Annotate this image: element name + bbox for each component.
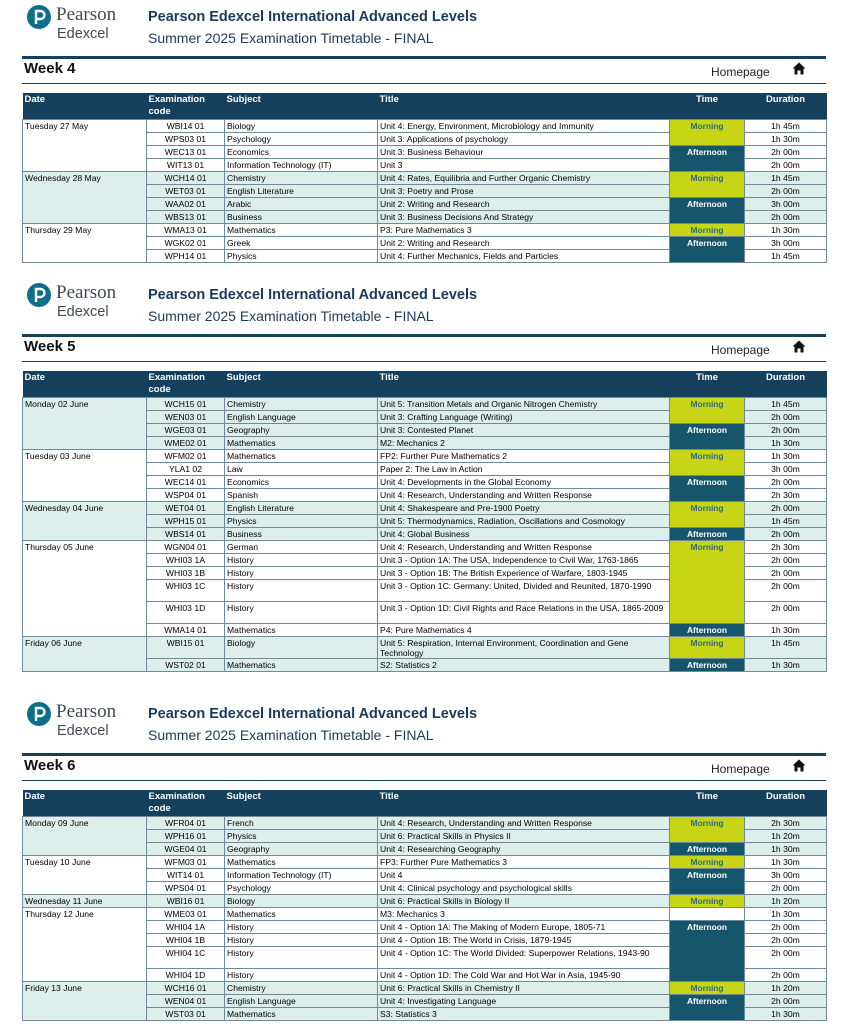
duration-cell: 1h 45m — [745, 249, 827, 262]
title-cell: Unit 4 - Option 1A: The Making of Modern Europe, 1805-71 — [378, 920, 670, 933]
subject-cell: Biology — [225, 894, 378, 907]
page-header — [0, 278, 849, 334]
column-header-subject: Subject — [225, 790, 378, 816]
subject-cell: History — [225, 579, 378, 601]
subject-cell: Mathematics — [225, 855, 378, 868]
title-cell: S3: Statistics 3 — [378, 1007, 670, 1020]
column-header-duration: Duration — [745, 371, 827, 397]
duration-cell: 2h 00m — [745, 994, 827, 1007]
timetable-table — [22, 93, 827, 263]
title-cell: Unit 4: Further Mechanics, Fields and Particles — [378, 249, 670, 262]
subject-cell: Law — [225, 462, 378, 475]
duration-cell: 2h 00m — [745, 579, 827, 601]
subject-cell: History — [225, 920, 378, 933]
logo-name: Pearson — [56, 701, 117, 722]
time-cell: Afternoon — [670, 994, 745, 1020]
subject-cell: Chemistry — [225, 981, 378, 994]
week-label: Week 5 — [24, 338, 76, 355]
date-cell: Thursday 05 June — [23, 540, 147, 636]
subject-cell: Mathematics — [225, 223, 378, 236]
subject-cell: English Language — [225, 410, 378, 423]
subject-cell: Mathematics — [225, 436, 378, 449]
logo-name: Pearson — [56, 282, 117, 303]
title-cell: FP3: Further Pure Mathematics 3 — [378, 855, 670, 868]
title-cell: Unit 5: Transition Metals and Organic Nitrogen Chemistry — [378, 397, 670, 410]
exam-code-cell: WEC13 01 — [147, 145, 225, 158]
exam-code-cell: WBI15 01 — [147, 636, 225, 658]
title-cell: Unit 6: Practical Skills in Chemistry II — [378, 981, 670, 994]
duration-cell: 1h 30m — [745, 1007, 827, 1020]
time-cell: Afternoon — [670, 658, 745, 671]
duration-cell: 1h 20m — [745, 829, 827, 842]
exam-code-cell: WHI04 1B — [147, 933, 225, 946]
title-cell: Unit 6: Practical Skills in Biology II — [378, 894, 670, 907]
duration-cell: 2h 00m — [745, 553, 827, 566]
duration-cell: 2h 00m — [745, 158, 827, 171]
subject-cell: Psychology — [225, 881, 378, 894]
column-header-subject: Subject — [225, 371, 378, 397]
pearson-logo-icon — [27, 283, 51, 307]
duration-cell: 1h 20m — [745, 981, 827, 994]
header-row — [23, 790, 827, 816]
subject-cell: Economics — [225, 475, 378, 488]
week-section — [0, 278, 849, 672]
exam-code-cell: WME03 01 — [147, 907, 225, 920]
exam-code-cell: WEC14 01 — [147, 475, 225, 488]
table-row — [23, 816, 827, 829]
title-cell: M3: Mechanics 3 — [378, 907, 670, 920]
time-cell: Afternoon — [670, 868, 745, 894]
time-cell: Morning — [670, 540, 745, 623]
exam-code-cell: WGK02 01 — [147, 236, 225, 249]
week-section — [0, 697, 849, 1021]
duration-cell: 3h 00m — [745, 462, 827, 475]
time-cell: Afternoon — [670, 423, 745, 449]
title-cell: Unit 3: Crafting Language (Writing) — [378, 410, 670, 423]
title-cell: Unit 4: Research, Understanding and Written Response — [378, 816, 670, 829]
duration-cell: 3h 00m — [745, 868, 827, 881]
title-cell: Unit 3: Poetry and Prose — [378, 184, 670, 197]
duration-cell: 1h 30m — [745, 223, 827, 236]
subject-cell: Physics — [225, 829, 378, 842]
table-row — [23, 907, 827, 920]
time-cell: Morning — [670, 119, 745, 145]
exam-code-cell: WST02 01 — [147, 658, 225, 671]
title-cell: Unit 2: Writing and Research — [378, 236, 670, 249]
exam-code-cell: WET03 01 — [147, 184, 225, 197]
exam-code-cell: WCH14 01 — [147, 171, 225, 184]
time-cell: Afternoon — [670, 475, 745, 501]
subject-cell: Spanish — [225, 488, 378, 501]
logo-subname: Edexcel — [57, 26, 109, 42]
page-header — [0, 697, 849, 753]
date-cell: Thursday 12 June — [23, 907, 147, 981]
title-cell: S2: Statistics 2 — [378, 658, 670, 671]
duration-cell: 2h 00m — [745, 184, 827, 197]
duration-cell: 2h 00m — [745, 881, 827, 894]
title-cell: Unit 4: Research, Understanding and Written Response — [378, 540, 670, 553]
subject-cell: Chemistry — [225, 171, 378, 184]
exam-code-cell: WIT14 01 — [147, 868, 225, 881]
table-row — [23, 449, 827, 462]
time-cell: Afternoon — [670, 623, 745, 636]
subject-cell: Chemistry — [225, 397, 378, 410]
table-row — [23, 855, 827, 868]
exam-code-cell: WEN04 01 — [147, 994, 225, 1007]
exam-code-cell: WHI03 1D — [147, 601, 225, 623]
table-row — [23, 501, 827, 514]
exam-code-cell: WFM03 01 — [147, 855, 225, 868]
column-header-time: Time — [670, 371, 745, 397]
title-cell: Unit 3: Applications of psychology — [378, 132, 670, 145]
exam-code-cell: WHI03 1B — [147, 566, 225, 579]
time-cell: Afternoon — [670, 236, 745, 262]
title-cell: Unit 3: Business Decisions And Strategy — [378, 210, 670, 223]
subject-cell: English Literature — [225, 184, 378, 197]
title-cell: M2: Mechanics 2 — [378, 436, 670, 449]
exam-code-cell: WME02 01 — [147, 436, 225, 449]
week-section — [0, 0, 849, 263]
column-header-date: Date — [23, 93, 147, 119]
exam-code-cell: WBI16 01 — [147, 894, 225, 907]
exam-code-cell: WGE04 01 — [147, 842, 225, 855]
date-cell: Wednesday 11 June — [23, 894, 147, 907]
subject-cell: History — [225, 968, 378, 981]
title-cell: Unit 4: Clinical psychology and psychological skills — [378, 881, 670, 894]
table-row — [23, 894, 827, 907]
exam-code-cell: WPH16 01 — [147, 829, 225, 842]
duration-cell: 2h 00m — [745, 946, 827, 968]
table-row — [23, 171, 827, 184]
date-cell: Tuesday 10 June — [23, 855, 147, 894]
subject-cell: Geography — [225, 423, 378, 436]
title-cell: Unit 4: Shakespeare and Pre-1900 Poetry — [378, 501, 670, 514]
exam-code-cell: WIT13 01 — [147, 158, 225, 171]
title-cell: P3: Pure Mathematics 3 — [378, 223, 670, 236]
exam-code-cell: WFM02 01 — [147, 449, 225, 462]
subject-cell: History — [225, 933, 378, 946]
exam-code-cell: WGN04 01 — [147, 540, 225, 553]
time-cell: Morning — [670, 171, 745, 197]
title-cell: Unit 4: Developments in the Global Economy — [378, 475, 670, 488]
date-cell: Friday 13 June — [23, 981, 147, 1020]
exam-code-cell: WBS13 01 — [147, 210, 225, 223]
title-cell: Unit 3: Contested Planet — [378, 423, 670, 436]
exam-code-cell: WCH16 01 — [147, 981, 225, 994]
page-subtitle: Summer 2025 Examination Timetable - FINAL — [148, 308, 434, 324]
week-bar — [22, 334, 826, 362]
exam-code-cell: WHI04 1D — [147, 968, 225, 981]
exam-code-cell: WAA02 01 — [147, 197, 225, 210]
exam-code-cell: WSP04 01 — [147, 488, 225, 501]
page-subtitle: Summer 2025 Examination Timetable - FINAL — [148, 727, 434, 743]
subject-cell: Physics — [225, 249, 378, 262]
duration-cell: 1h 30m — [745, 658, 827, 671]
duration-cell: 1h 30m — [745, 449, 827, 462]
duration-cell: 1h 20m — [745, 894, 827, 907]
title-cell: Unit 6: Practical Skills in Physics II — [378, 829, 670, 842]
page-title: Pearson Edexcel International Advanced Levels — [148, 9, 478, 25]
timetable-table — [22, 790, 827, 1021]
table-row — [23, 540, 827, 553]
duration-cell: 2h 30m — [745, 488, 827, 501]
column-header-duration: Duration — [745, 790, 827, 816]
table-row — [23, 223, 827, 236]
title-cell: Unit 4: Researching Geography — [378, 842, 670, 855]
column-header-date: Date — [23, 790, 147, 816]
duration-cell: 2h 00m — [745, 475, 827, 488]
duration-cell: 1h 45m — [745, 636, 827, 658]
duration-cell: 2h 00m — [745, 527, 827, 540]
title-cell: Unit 4: Investigating Language — [378, 994, 670, 1007]
column-header-code: Examination code — [147, 371, 225, 397]
time-cell: Morning — [670, 449, 745, 475]
title-cell: Unit 5: Thermodynamics, Radiation, Oscillations and Cosmology — [378, 514, 670, 527]
date-cell: Thursday 29 May — [23, 223, 147, 262]
duration-cell: 1h 45m — [745, 171, 827, 184]
header-row — [23, 371, 827, 397]
homepage-link[interactable]: Homepage — [711, 65, 770, 79]
duration-cell: 3h 00m — [745, 236, 827, 249]
homepage-link[interactable]: Homepage — [711, 343, 770, 357]
column-header-subject: Subject — [225, 93, 378, 119]
duration-cell: 2h 30m — [745, 816, 827, 829]
title-cell: Unit 4: Research, Understanding and Written Response — [378, 488, 670, 501]
title-cell: Unit 3 - Option 1B: The British Experience of Warfare, 1803-1945 — [378, 566, 670, 579]
title-cell: Unit 4: Global Business — [378, 527, 670, 540]
date-cell: Monday 02 June — [23, 397, 147, 449]
time-cell: Morning — [670, 636, 745, 658]
exam-code-cell: WHI04 1A — [147, 920, 225, 933]
subject-cell: Biology — [225, 636, 378, 658]
time-cell: Morning — [670, 223, 745, 236]
duration-cell: 1h 45m — [745, 119, 827, 132]
exam-code-cell: WBS14 01 — [147, 527, 225, 540]
time-cell: Morning — [670, 855, 745, 868]
title-cell: Unit 5: Respiration, Internal Environment, Coordination and Gene Technology — [378, 636, 670, 658]
subject-cell: Information Technology (IT) — [225, 868, 378, 881]
subject-cell: Mathematics — [225, 1007, 378, 1020]
exam-code-cell: WCH15 01 — [147, 397, 225, 410]
subject-cell: Arabic — [225, 197, 378, 210]
time-cell: Morning — [670, 894, 745, 907]
duration-cell: 1h 30m — [745, 623, 827, 636]
duration-cell: 2h 00m — [745, 601, 827, 623]
duration-cell: 1h 30m — [745, 855, 827, 868]
week-bar — [22, 56, 826, 84]
subject-cell: Information Technology (IT) — [225, 158, 378, 171]
duration-cell: 1h 30m — [745, 842, 827, 855]
exam-code-cell: WST03 01 — [147, 1007, 225, 1020]
subject-cell: History — [225, 566, 378, 579]
column-header-time: Time — [670, 790, 745, 816]
home-icon[interactable] — [792, 62, 806, 80]
title-cell: Unit 3 - Option 1D: Civil Rights and Race Relations in the USA, 1865-2009 — [378, 601, 670, 623]
subject-cell: Business — [225, 210, 378, 223]
exam-code-cell: WHI04 1C — [147, 946, 225, 968]
subject-cell: History — [225, 553, 378, 566]
title-cell: P4: Pure Mathematics 4 — [378, 623, 670, 636]
time-cell: Afternoon — [670, 920, 745, 981]
exam-code-cell: WPS03 01 — [147, 132, 225, 145]
exam-code-cell: WPS04 01 — [147, 881, 225, 894]
date-cell: Tuesday 27 May — [23, 119, 147, 171]
duration-cell: 2h 00m — [745, 145, 827, 158]
duration-cell: 2h 00m — [745, 501, 827, 514]
logo-subname: Edexcel — [57, 723, 109, 739]
subject-cell: Geography — [225, 842, 378, 855]
duration-cell: 2h 00m — [745, 968, 827, 981]
title-cell: Unit 2: Writing and Research — [378, 197, 670, 210]
title-cell: Unit 4 - Option 1B: The World in Crisis, 1879-1945 — [378, 933, 670, 946]
pearson-logo-icon — [27, 702, 51, 726]
week-label: Week 6 — [24, 757, 76, 774]
exam-code-cell: YLA1 02 — [147, 462, 225, 475]
subject-cell: Biology — [225, 119, 378, 132]
column-header-code: Examination code — [147, 93, 225, 119]
title-cell: Unit 4: Rates, Equilibria and Further Organic Chemistry — [378, 171, 670, 184]
subject-cell: History — [225, 601, 378, 623]
duration-cell: 1h 30m — [745, 132, 827, 145]
date-cell: Wednesday 04 June — [23, 501, 147, 540]
subject-cell: English Language — [225, 994, 378, 1007]
subject-cell: Mathematics — [225, 907, 378, 920]
subject-cell: Economics — [225, 145, 378, 158]
time-cell: Afternoon — [670, 842, 745, 855]
column-header-title: Title — [378, 790, 670, 816]
date-cell: Tuesday 03 June — [23, 449, 147, 501]
timetable-table — [22, 371, 827, 672]
exam-code-cell: WHI03 1C — [147, 579, 225, 601]
subject-cell: Greek — [225, 236, 378, 249]
exam-code-cell: WPH14 01 — [147, 249, 225, 262]
column-header-title: Title — [378, 93, 670, 119]
title-cell: Unit 4 — [378, 868, 670, 881]
page-title: Pearson Edexcel International Advanced Levels — [148, 706, 478, 722]
duration-cell: 2h 00m — [745, 920, 827, 933]
exam-code-cell: WET04 01 — [147, 501, 225, 514]
exam-code-cell: WMA14 01 — [147, 623, 225, 636]
title-cell: Unit 3 - Option 1A: The USA, Independence to Civil War, 1763-1865 — [378, 553, 670, 566]
duration-cell: 2h 00m — [745, 933, 827, 946]
page-subtitle: Summer 2025 Examination Timetable - FINAL — [148, 30, 434, 46]
duration-cell: 2h 00m — [745, 566, 827, 579]
subject-cell: Mathematics — [225, 449, 378, 462]
time-cell: Morning — [670, 501, 745, 527]
duration-cell: 3h 00m — [745, 197, 827, 210]
home-icon[interactable] — [792, 340, 806, 358]
pearson-logo-icon — [27, 5, 51, 29]
column-header-date: Date — [23, 371, 147, 397]
column-header-time: Time — [670, 93, 745, 119]
duration-cell: 2h 00m — [745, 410, 827, 423]
title-cell: FP2: Further Pure Mathematics 2 — [378, 449, 670, 462]
subject-cell: French — [225, 816, 378, 829]
title-cell: Unit 4: Energy, Environment, Microbiology and Immunity — [378, 119, 670, 132]
duration-cell: 1h 45m — [745, 514, 827, 527]
page-header — [0, 0, 849, 56]
date-cell: Monday 09 June — [23, 816, 147, 855]
duration-cell: 2h 00m — [745, 210, 827, 223]
exam-code-cell: WFR04 01 — [147, 816, 225, 829]
table-row — [23, 636, 827, 658]
table-row — [23, 119, 827, 132]
column-header-code: Examination code — [147, 790, 225, 816]
time-cell: Afternoon — [670, 527, 745, 540]
time-cell: Afternoon — [670, 197, 745, 223]
subject-cell: Mathematics — [225, 623, 378, 636]
subject-cell: Psychology — [225, 132, 378, 145]
title-cell: Unit 4 - Option 1D: The Cold War and Hot War in Asia, 1945-90 — [378, 968, 670, 981]
week-label: Week 4 — [24, 60, 76, 77]
duration-cell: 1h 30m — [745, 436, 827, 449]
title-cell: Unit 4 - Option 1C: The World Divided: Superpower Relations, 1943-90 — [378, 946, 670, 968]
subject-cell: Mathematics — [225, 658, 378, 671]
exam-code-cell: WMA13 01 — [147, 223, 225, 236]
time-cell — [670, 907, 745, 920]
homepage-link[interactable]: Homepage — [711, 762, 770, 776]
subject-cell: Physics — [225, 514, 378, 527]
subject-cell: German — [225, 540, 378, 553]
date-cell: Wednesday 28 May — [23, 171, 147, 223]
exam-code-cell: WGE03 01 — [147, 423, 225, 436]
title-cell: Unit 3: Business Behaviour — [378, 145, 670, 158]
subject-cell: Business — [225, 527, 378, 540]
logo-subname: Edexcel — [57, 304, 109, 320]
exam-code-cell: WBI14 01 — [147, 119, 225, 132]
exam-code-cell: WPH15 01 — [147, 514, 225, 527]
table-row — [23, 981, 827, 994]
column-header-duration: Duration — [745, 93, 827, 119]
duration-cell: 2h 30m — [745, 540, 827, 553]
date-cell: Friday 06 June — [23, 636, 147, 671]
subject-cell: English Literature — [225, 501, 378, 514]
title-cell: Unit 3 - Option 1C: Germany: United, Divided and Reunited, 1870-1990 — [378, 579, 670, 601]
duration-cell: 1h 45m — [745, 397, 827, 410]
time-cell: Afternoon — [670, 145, 745, 171]
time-cell: Morning — [670, 397, 745, 423]
title-cell: Paper 2: The Law in Action — [378, 462, 670, 475]
exam-code-cell: WHI03 1A — [147, 553, 225, 566]
title-cell: Unit 3 — [378, 158, 670, 171]
week-bar — [22, 753, 826, 781]
logo-name: Pearson — [56, 4, 117, 25]
time-cell: Morning — [670, 816, 745, 842]
home-icon[interactable] — [792, 759, 806, 777]
duration-cell: 2h 00m — [745, 423, 827, 436]
exam-code-cell: WEN03 01 — [147, 410, 225, 423]
column-header-title: Title — [378, 371, 670, 397]
time-cell: Morning — [670, 981, 745, 994]
table-row — [23, 397, 827, 410]
duration-cell: 1h 30m — [745, 907, 827, 920]
page-title: Pearson Edexcel International Advanced Levels — [148, 287, 478, 303]
subject-cell: History — [225, 946, 378, 968]
header-row — [23, 93, 827, 119]
